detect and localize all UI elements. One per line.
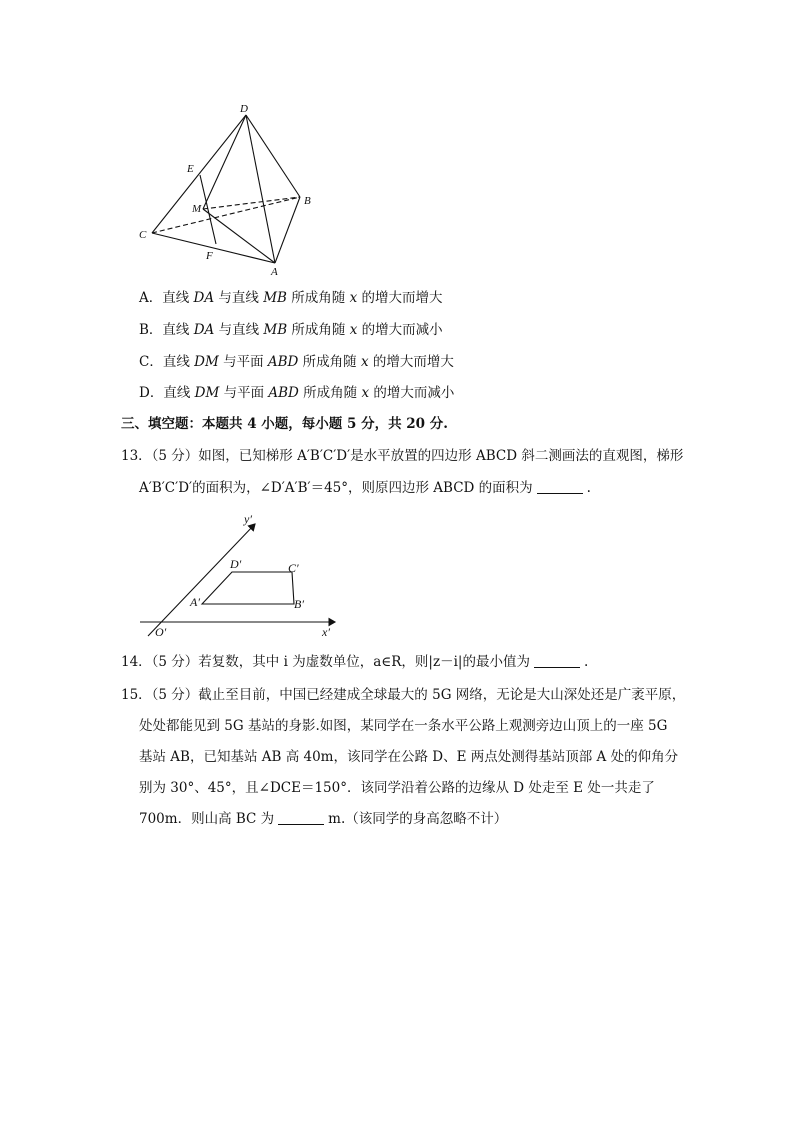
- label-D-prime: D′: [230, 557, 242, 571]
- question-15-line-2: 处处都能见到 5G 基站的身影.如图，某同学在一条水平公路上观测旁边山顶上的一座 5G: [139, 718, 668, 734]
- question-13-line-1: 13．（5 分）如图，已知梯形 A′B′C′D′是水平放置的四边形 ABCD 斜二测画法的直观图，梯形: [121, 448, 684, 464]
- label-C: C: [139, 229, 147, 241]
- label-B-prime: B′: [294, 597, 304, 611]
- option-c: C．直线 DM 与平面 ABD 所成角随 x 的增大而增大: [139, 354, 454, 370]
- label-y-axis: y′: [244, 512, 252, 526]
- section-heading: 三、填空题：本题共 4 小题，每小题 5 分，共 20 分.: [121, 416, 448, 432]
- question-15-line-5: 700m．则山高 BC 为 m.（该同学的身高忽略不计）: [139, 811, 508, 827]
- answer-blank-14[interactable]: [534, 653, 580, 668]
- answer-blank-13[interactable]: [537, 479, 583, 494]
- label-A-prime: A′: [190, 595, 200, 609]
- label-O-prime: O′: [155, 625, 167, 639]
- label-C-prime: C′: [288, 561, 299, 575]
- option-d: D．直线 DM 与平面 ABD 所成角随 x 的增大而减小: [139, 385, 455, 401]
- label-x-axis: x′: [322, 625, 330, 639]
- label-B: B: [304, 195, 311, 207]
- label-M: M: [192, 203, 202, 215]
- question-15-line-4: 别为 30°、45°，且∠DCE＝150°．该同学沿着公路的边缘从 D 处走至 E 处一共走了: [139, 780, 655, 796]
- label-F: F: [206, 250, 213, 262]
- option-b: B．直线 DA 与直线 MB 所成角随 x 的增大而减小: [139, 322, 443, 338]
- trapezoid-figure: [130, 508, 345, 643]
- option-a: A．直线 DA 与直线 MB 所成角随 x 的增大而增大: [139, 290, 443, 306]
- label-D: D: [240, 103, 248, 115]
- answer-blank-15[interactable]: [278, 810, 324, 825]
- label-A: A: [271, 266, 278, 278]
- question-15-line-1: 15．（5 分）截止至目前，中国已经建成全球最大的 5G 网络，无论是大山深处还是广袤平原，: [121, 687, 686, 703]
- question-14: 14．（5 分）若复数，其中 i 为虚数单位，a∈R，则|z－i|的最小值为 .: [121, 654, 589, 670]
- tetrahedron-figure: [130, 98, 330, 280]
- question-15-line-3: 基站 AB，已知基站 AB 高 40m，该同学在公路 D、E 两点处测得基站顶部 A 处的仰角分: [139, 749, 679, 765]
- label-E: E: [187, 163, 194, 175]
- question-13-line-2: A′B′C′D′的面积为，∠D′A′B′＝45°，则原四边形 ABCD 的面积为 .: [139, 480, 591, 496]
